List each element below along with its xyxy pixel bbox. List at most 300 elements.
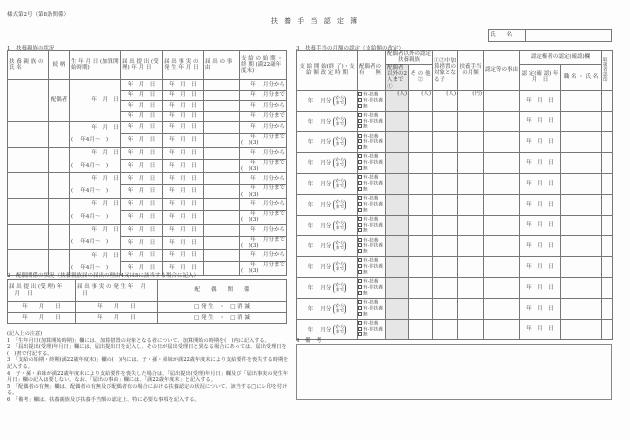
age-text: ( )(3) [241,140,259,147]
checkbox-icon[interactable] [358,113,362,117]
table-row [297,132,613,153]
amount-cell[interactable] [458,111,484,132]
confirm-date-cell[interactable]: 年 月 日 [520,278,561,299]
spouse-option-checkbox[interactable] [358,249,385,255]
dependent-name-cell[interactable] [8,224,49,250]
reason-cell[interactable] [484,90,520,111]
confirm-date-cell[interactable]: 年 月 日 [520,111,561,132]
option-label: 有-扶養 [363,134,379,140]
amount-cell[interactable] [458,236,484,257]
occurred-date[interactable]: 年 月 日 [163,101,204,112]
amount-cell[interactable] [458,278,484,299]
pay-end-cell[interactable] [240,134,287,148]
relation-cell[interactable] [49,173,70,199]
addition-count-cell[interactable] [433,298,458,319]
checkbox-icon[interactable] [358,98,362,102]
option-label: 有-扶養 [363,300,379,306]
period-cell[interactable] [297,257,358,278]
pay-end-cell[interactable] [240,262,287,276]
s1-header-0: 扶 養 親 族 の 氏 名 [8,51,49,80]
reason-cell[interactable] [204,185,240,199]
reason-cell[interactable] [484,215,520,236]
option-label: 無 [363,145,368,151]
occurred-date[interactable]: 年 月 日 [163,173,204,185]
checkbox-icon[interactable] [358,166,362,170]
birth-date-cell[interactable]: 年 月 日 [70,122,121,134]
reason-cell[interactable] [204,262,240,276]
s1-header-1: 続 柄 [49,51,70,80]
checkbox-icon[interactable] [358,228,362,232]
checkbox-icon[interactable] [358,327,362,331]
seal-cell[interactable] [602,132,613,153]
other1-count-cell[interactable] [386,153,409,174]
spouse-option-checkbox[interactable] [358,312,385,318]
from-word: から [335,303,345,309]
reason-cell[interactable] [484,153,520,174]
other1-count-cell[interactable] [386,298,409,319]
relation-cell[interactable] [49,198,70,224]
table-row [297,298,613,319]
reason-cell[interactable] [204,250,240,262]
addition-count-cell[interactable] [433,236,458,257]
spouse-option-checkbox[interactable] [358,104,385,110]
checkbox-icon[interactable] [358,202,362,206]
other2-count-cell[interactable] [409,174,433,195]
checkbox-icon[interactable] [358,223,362,227]
other2-count-cell[interactable] [409,111,433,132]
spouse-option-checkbox[interactable] [358,270,385,276]
occurred-date[interactable]: 年 月 日 [163,90,204,101]
seal-cell[interactable] [602,298,613,319]
confirm-name-cell[interactable] [561,298,602,319]
option-label: 有-扶養 [363,258,379,264]
relation-cell[interactable] [49,224,70,250]
pay-end-cell[interactable]: 年 月分まで [240,111,287,122]
checkbox-icon[interactable] [358,306,362,310]
occurred-date[interactable]: 年 月 日 [163,80,204,91]
reason-cell[interactable] [484,236,520,257]
filed-date[interactable]: 年 月 日 [121,159,163,173]
confirm-name-cell[interactable] [561,90,602,111]
pay-start-cell[interactable] [240,250,287,262]
period-cell[interactable] [297,278,358,299]
pay-start-cell[interactable] [240,147,287,159]
addition-count-cell[interactable] [433,90,458,111]
addition-start-cell[interactable]: ( 年4月～ ) [70,236,121,250]
checkbox-icon[interactable] [358,92,362,96]
other2-count-cell[interactable] [409,298,433,319]
birth-date-cell[interactable]: 年 月 日 [70,250,121,262]
reason-cell[interactable] [204,122,240,134]
s1-header-2: 生 年 月 日 (加算開始時期) [70,51,121,80]
age-text: ( )(3) [241,242,259,249]
confirm-name-cell[interactable] [561,257,602,278]
occurred-date[interactable]: 年 月 日 [163,134,204,148]
period-cell[interactable] [297,194,358,215]
option-label: 無 [363,228,368,234]
spouse-option-checkbox[interactable] [358,181,385,187]
occurred-date[interactable]: 年 月 日 [76,302,158,313]
amount-cell[interactable] [458,132,484,153]
spouse-option-checkbox[interactable] [358,187,385,193]
confirm-date-cell[interactable]: 年 月 日 [520,194,561,215]
from-word: から [335,137,345,143]
seal-cell[interactable] [602,319,613,340]
spouse-option-checkbox[interactable] [358,291,385,297]
reason-cell[interactable] [484,278,520,299]
other1-count-cell[interactable] [386,111,409,132]
amount-cell[interactable] [458,298,484,319]
checkbox-icon[interactable] [358,264,362,268]
reason-cell[interactable] [484,319,520,340]
occurred-date[interactable]: 年 月 日 [163,147,204,159]
confirm-date-cell[interactable]: 年 月 日 [520,174,561,195]
checkbox-icon[interactable] [358,217,362,221]
confirm-name-cell[interactable] [561,236,602,257]
filed-date[interactable]: 年 月 日 [8,302,76,313]
spouse-option-checkbox[interactable] [358,332,385,338]
relation-cell[interactable] [49,122,70,148]
seal-cell[interactable] [602,236,613,257]
confirm-name-cell[interactable] [561,111,602,132]
checkbox-icon[interactable] [358,321,362,325]
dependent-name-cell[interactable] [8,173,49,199]
confirm-date-cell[interactable]: 年 月 日 [520,298,561,319]
period-cell[interactable] [297,111,358,132]
from-until-brace [333,241,346,251]
addition-count-cell[interactable] [433,319,458,340]
birth-date-cell[interactable]: 年 月 日 [70,80,121,122]
confirm-name-cell[interactable] [561,215,602,236]
checkbox-icon[interactable] [358,134,362,138]
filed-date[interactable]: 年 月 日 [121,236,163,250]
spouse-option-checkbox[interactable] [358,208,385,214]
reason-cell[interactable] [204,80,240,91]
checkbox-icon[interactable] [358,279,362,283]
other2-count-cell[interactable] [409,90,433,111]
table-row [8,250,287,262]
filed-date[interactable]: 年 月 日 [121,198,163,210]
period-text: 年 月分 [307,327,332,334]
period-text: 年 月分 [307,98,332,105]
amount-cell[interactable] [458,215,484,236]
reason-cell[interactable] [484,298,520,319]
period-cell[interactable] [297,153,358,174]
seal-cell[interactable] [602,257,613,278]
filed-date[interactable]: 年 月 日 [121,101,163,112]
birth-date-cell[interactable]: 年 月 日 [70,224,121,236]
form-number: 様式第2号（第8条関係） [7,12,69,18]
dependent-name-cell[interactable] [8,147,49,173]
seal-cell[interactable] [602,194,613,215]
amount-cell[interactable] [458,257,484,278]
period-cell[interactable] [297,236,358,257]
confirm-date-cell[interactable]: 年 月 日 [520,257,561,278]
note-item: 2 「届出提出(受理)年月日」欄には、届出提出日を記入し、その日が届出受理日と異なる場合にあっては、届出受理日を( )書で付記する。 [7,344,287,357]
s2-header-relation: 配 偶 関 係 [158,280,287,302]
other1-count-cell[interactable] [386,194,409,215]
confirm-date-cell[interactable]: 年 月 日 [520,132,561,153]
table-row [8,122,287,134]
option-label: 無 [363,124,368,130]
other1-count-cell[interactable] [386,90,409,111]
checkbox-icon[interactable] [358,332,362,336]
relation-checkbox[interactable]: □ 発 生 ・ □ 消 滅 [158,302,287,313]
addition-count-cell[interactable] [433,174,458,195]
relation-cell[interactable] [49,147,70,173]
note-item: 4 子・孫・弟妹が満22歳年度末により支給要件を喪失した場合は、「届出提出(受理)年月日」欄及び「届出事実の発生年月日」欄の記入は要しない。なお、「届出の事由」欄には、「満22歳年度末」と記入する。 [7,370,289,384]
occurred-date[interactable]: 年 月 日 [76,313,158,324]
other2-count-cell[interactable] [409,319,433,340]
reason-cell[interactable] [204,224,240,236]
reason-cell[interactable] [204,147,240,159]
other2-count-cell[interactable] [409,215,433,236]
checkbox-icon[interactable] [358,154,362,158]
from-text: 年 月分から [250,149,285,156]
other1-count-cell[interactable] [386,236,409,257]
occurred-date[interactable]: 年 月 日 [163,250,204,262]
dependent-name-cell[interactable] [8,122,49,148]
spouse-option-checkbox[interactable] [358,228,385,234]
filed-date[interactable]: 年 月 日 [121,185,163,199]
dependent-name-cell[interactable] [8,80,49,122]
other1-count-cell[interactable] [386,132,409,153]
amount-cell[interactable] [458,194,484,215]
filed-date[interactable]: 年 月 日 [121,147,163,159]
period-cell[interactable] [297,298,358,319]
filed-date[interactable]: 年 月 日 [121,111,163,122]
reason-cell[interactable] [204,134,240,148]
pay-start-cell[interactable]: 年 月分から [240,101,287,112]
addition-count-cell[interactable] [433,132,458,153]
occurred-date[interactable]: 年 月 日 [163,210,204,224]
s1-header-4: 届 出 事 実 の 発 生 年 月 日 [163,51,204,80]
spouse-option-checkbox[interactable] [358,124,385,130]
reason-cell[interactable] [484,111,520,132]
option-label: 有-扶養 [363,279,379,285]
filed-date[interactable]: 年 月 日 [121,250,163,262]
option-label: 有-非扶養 [363,202,383,208]
filed-date[interactable]: 年 月 日 [121,80,163,91]
amount-cell[interactable] [458,319,484,340]
reason-cell[interactable] [484,257,520,278]
addition-start-cell[interactable]: ( 年4月～ ) [70,210,121,224]
amount-cell[interactable] [458,90,484,111]
confirm-name-cell[interactable] [561,132,602,153]
period-text: 年 月分 [307,285,332,292]
other1-count-cell[interactable] [386,319,409,340]
filed-date[interactable]: 年 月 日 [121,90,163,101]
period-cell[interactable] [297,174,358,195]
confirm-name-cell[interactable] [561,278,602,299]
s1-header-3: 届 出 提 出 (受 理) 年 月 日 [121,51,163,80]
checkbox-icon[interactable] [358,175,362,179]
table-row [8,80,287,91]
other2-count-cell[interactable] [409,236,433,257]
pay-start-cell[interactable] [240,198,287,210]
occurred-date[interactable]: 年 月 日 [163,236,204,250]
spouse-option-checkbox[interactable] [358,145,385,151]
amount-cell[interactable] [458,174,484,195]
until-word: まで [335,329,345,335]
reason-cell[interactable] [204,101,240,112]
filed-date[interactable]: 年 月 日 [8,313,76,324]
seal-cell[interactable] [602,90,613,111]
checkbox-icon[interactable] [358,270,362,274]
birth-date-cell[interactable]: 年 月 日 [70,173,121,185]
checkbox-icon[interactable] [358,145,362,149]
checkbox-icon[interactable] [358,119,362,123]
pay-start-cell[interactable] [240,173,287,185]
checkbox-icon[interactable] [358,291,362,295]
table-row [8,173,287,185]
from-text: 年 月分から [250,252,285,259]
other1-count-cell[interactable] [386,174,409,195]
period-cell[interactable] [297,132,358,153]
checkbox-icon[interactable] [358,196,362,200]
option-label: 無 [363,249,368,255]
checkbox-icon[interactable] [358,139,362,143]
confirm-name-cell[interactable] [561,319,602,340]
seal-cell[interactable] [602,111,613,132]
spouse-option-checkbox[interactable] [358,98,385,104]
filed-date[interactable]: 年 月 日 [121,224,163,236]
seal-cell[interactable] [602,215,613,236]
pay-end-cell[interactable]: 年 月分まで [240,90,287,101]
other1-count-cell[interactable] [386,215,409,236]
s3-header-handler-seal: 取扱者認印 [602,51,613,91]
addition-count-cell[interactable] [433,278,458,299]
pay-start-cell[interactable]: 年 月分から [240,80,287,91]
reason-cell[interactable] [204,111,240,122]
addition-count-cell[interactable] [433,153,458,174]
occurred-date[interactable]: 年 月 日 [163,159,204,173]
birth-date-cell[interactable]: 年 月 日 [70,147,121,159]
confirm-name-cell[interactable] [561,174,602,195]
checkbox-icon[interactable] [358,300,362,304]
reason-cell[interactable] [204,210,240,224]
reason-cell[interactable] [204,173,240,185]
reason-cell[interactable] [204,198,240,210]
dependent-name-cell[interactable] [8,198,49,224]
occurred-date[interactable]: 年 月 日 [163,122,204,134]
remarks-field[interactable] [296,344,612,400]
notes-title: (記入上の注意) [7,331,43,337]
occurred-date[interactable]: 年 月 日 [163,185,204,199]
option-label: 有-非扶養 [363,223,383,229]
reason-cell[interactable] [484,174,520,195]
checkbox-icon[interactable] [358,124,362,128]
pay-end-cell[interactable] [240,185,287,199]
occurred-date[interactable]: 年 月 日 [163,111,204,122]
addition-count-cell[interactable] [433,257,458,278]
filed-date[interactable]: 年 月 日 [121,173,163,185]
other1-count-cell[interactable] [386,278,409,299]
checkbox-icon[interactable] [358,249,362,253]
filed-date[interactable]: 年 月 日 [121,210,163,224]
other2-count-cell[interactable] [409,132,433,153]
other1-count-cell[interactable] [386,257,409,278]
from-word: から [335,199,345,205]
reason-cell[interactable] [204,90,240,101]
amount-cell[interactable] [458,153,484,174]
period-cell[interactable] [297,90,358,111]
spouse-option-checkbox[interactable] [358,285,385,291]
confirm-date-cell[interactable]: 年 月 日 [520,215,561,236]
occurred-date[interactable]: 年 月 日 [163,262,204,276]
relation-checkbox[interactable]: □ 発 生 ・ □ 消 滅 [158,313,287,324]
occurred-date[interactable]: 年 月 日 [163,224,204,236]
checkbox-icon[interactable] [358,258,362,262]
seal-cell[interactable] [602,278,613,299]
reason-cell[interactable] [484,194,520,215]
checkbox-icon[interactable] [358,181,362,185]
seal-cell[interactable] [602,174,613,195]
checkbox-icon[interactable] [358,208,362,212]
checkbox-icon[interactable] [358,160,362,164]
addition-start-cell[interactable]: ( 年4月～ ) [70,159,121,173]
checkbox-icon[interactable] [358,243,362,247]
pay-start-cell[interactable] [240,224,287,236]
reason-cell[interactable] [204,236,240,250]
pay-start-cell[interactable] [240,122,287,134]
other2-count-cell[interactable] [409,257,433,278]
addition-start-cell[interactable]: ( 年4月～ ) [70,185,121,199]
checkbox-icon[interactable] [358,104,362,108]
other2-count-cell[interactable] [409,194,433,215]
until-word: まで [335,121,345,127]
spouse-option-checkbox[interactable] [358,166,385,172]
addition-start-cell[interactable]: ( 年4月～ ) [70,262,121,276]
period-cell[interactable] [297,215,358,236]
checkbox-icon[interactable] [358,285,362,289]
reason-cell[interactable] [204,159,240,173]
table-row [297,111,613,132]
filed-date[interactable]: 年 月 日 [121,122,163,134]
table-row [297,174,613,195]
confirm-date-cell[interactable]: 年 月 日 [520,319,561,340]
addition-count-cell[interactable] [433,111,458,132]
addition-count-cell[interactable] [433,194,458,215]
spouse-options [358,90,386,111]
birth-date-cell[interactable]: 年 月 日 [70,198,121,210]
filed-date[interactable]: 年 月 日 [121,134,163,148]
checkbox-icon[interactable] [358,312,362,316]
filed-date[interactable]: 年 月 日 [121,262,163,276]
checkbox-icon[interactable] [358,187,362,191]
table-row [297,215,613,236]
name-input[interactable] [526,30,612,42]
confirm-name-cell[interactable] [561,153,602,174]
pay-end-cell[interactable] [240,159,287,173]
addition-start-cell[interactable]: ( 年4月～ ) [70,134,121,148]
confirm-date-cell[interactable]: 年 月 日 [520,90,561,111]
pay-end-cell[interactable] [240,236,287,250]
confirm-name-cell[interactable] [561,194,602,215]
pay-end-cell[interactable] [240,210,287,224]
other2-count-cell[interactable] [409,278,433,299]
spouse-option-checkbox[interactable] [358,202,385,208]
addition-count-cell[interactable] [433,215,458,236]
reason-cell[interactable] [484,132,520,153]
confirm-date-cell[interactable]: 年 月 日 [520,153,561,174]
confirm-date-cell[interactable]: 年 月 日 [520,236,561,257]
seal-cell[interactable] [602,153,613,174]
spouse-option-checkbox[interactable] [358,306,385,312]
checkbox-icon[interactable] [358,238,362,242]
other2-count-cell[interactable] [409,153,433,174]
occurred-date[interactable]: 年 月 日 [163,198,204,210]
